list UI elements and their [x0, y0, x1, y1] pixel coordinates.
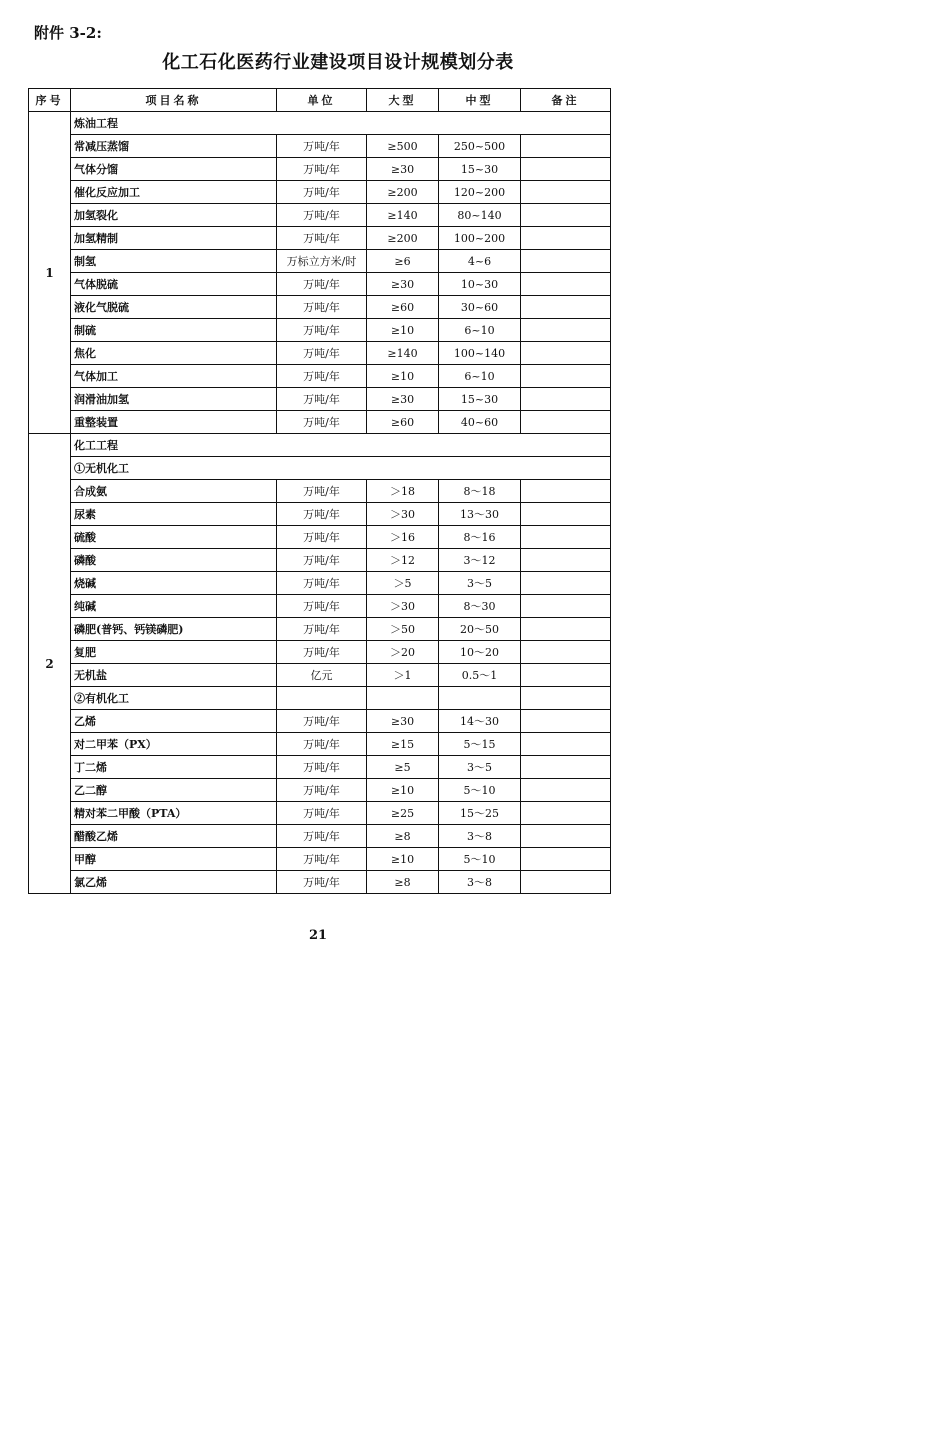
item-unit: 万吨/年	[277, 181, 367, 204]
item-medium-scale: 8～30	[439, 595, 521, 618]
item-medium-scale: 40~60	[439, 411, 521, 434]
table-row	[29, 756, 611, 779]
item-medium-scale: 5～10	[439, 848, 521, 871]
table-row	[29, 641, 611, 664]
item-medium-scale: 6~10	[439, 319, 521, 342]
section-row	[29, 687, 611, 710]
header-seq: 序号	[29, 89, 71, 112]
item-large-scale: ≥8	[367, 825, 439, 848]
item-note	[521, 756, 611, 779]
item-large-scale: ＞30	[367, 503, 439, 526]
item-unit: 万吨/年	[277, 825, 367, 848]
item-unit: 万吨/年	[277, 319, 367, 342]
header-unit: 单位	[277, 89, 367, 112]
item-name: 液化气脱硫	[71, 296, 277, 319]
item-unit: 万吨/年	[277, 526, 367, 549]
item-note	[521, 618, 611, 641]
item-name: 乙二醇	[71, 779, 277, 802]
item-note	[521, 848, 611, 871]
item-medium-scale: 10~30	[439, 273, 521, 296]
item-unit: 万吨/年	[277, 503, 367, 526]
item-name: 合成氨	[71, 480, 277, 503]
item-large-scale: ≥10	[367, 365, 439, 388]
table-row	[29, 871, 611, 894]
item-note	[521, 733, 611, 756]
empty-cell	[367, 687, 439, 710]
sequence-cell: 2	[29, 434, 71, 894]
item-large-scale: ≥30	[367, 158, 439, 181]
item-note	[521, 273, 611, 296]
item-unit: 亿元	[277, 664, 367, 687]
item-medium-scale: 8～16	[439, 526, 521, 549]
item-large-scale: ≥8	[367, 871, 439, 894]
item-large-scale: ≥140	[367, 342, 439, 365]
item-note	[521, 710, 611, 733]
item-name: 重整装置	[71, 411, 277, 434]
item-note	[521, 319, 611, 342]
empty-cell	[277, 687, 367, 710]
item-unit: 万吨/年	[277, 733, 367, 756]
table-row	[29, 595, 611, 618]
item-note	[521, 779, 611, 802]
item-unit: 万标立方米/时	[277, 250, 367, 273]
item-large-scale: ＞12	[367, 549, 439, 572]
table-row	[29, 503, 611, 526]
item-large-scale: ≥5	[367, 756, 439, 779]
section-row	[29, 434, 611, 457]
item-name: 尿素	[71, 503, 277, 526]
item-unit: 万吨/年	[277, 618, 367, 641]
table-row	[29, 273, 611, 296]
item-medium-scale: 20～50	[439, 618, 521, 641]
item-medium-scale: 13～30	[439, 503, 521, 526]
item-note	[521, 871, 611, 894]
header-note: 备注	[521, 89, 611, 112]
item-unit: 万吨/年	[277, 595, 367, 618]
item-medium-scale: 3～8	[439, 825, 521, 848]
item-name: 醋酸乙烯	[71, 825, 277, 848]
item-medium-scale: 14～30	[439, 710, 521, 733]
table-row	[29, 664, 611, 687]
table-row	[29, 572, 611, 595]
table-row	[29, 204, 611, 227]
item-note	[521, 825, 611, 848]
item-large-scale: ≥10	[367, 319, 439, 342]
item-name: 对二甲苯（PX）	[71, 733, 277, 756]
item-note	[521, 503, 611, 526]
item-unit: 万吨/年	[277, 756, 367, 779]
empty-cell	[521, 687, 611, 710]
item-large-scale: ＞30	[367, 595, 439, 618]
item-name: 焦化	[71, 342, 277, 365]
section-title: ②有机化工	[71, 687, 277, 710]
item-note	[521, 641, 611, 664]
table-row	[29, 526, 611, 549]
header-name: 项目名称	[71, 89, 277, 112]
table-row	[29, 549, 611, 572]
table-row	[29, 779, 611, 802]
item-medium-scale: 5～15	[439, 733, 521, 756]
table-row	[29, 135, 611, 158]
table-row	[29, 181, 611, 204]
header-medium: 中型	[439, 89, 521, 112]
table-row	[29, 480, 611, 503]
item-large-scale: ≥10	[367, 779, 439, 802]
item-name: 硫酸	[71, 526, 277, 549]
item-unit: 万吨/年	[277, 342, 367, 365]
item-medium-scale: 3～5	[439, 756, 521, 779]
item-large-scale: ＞50	[367, 618, 439, 641]
item-note	[521, 411, 611, 434]
item-name: 复肥	[71, 641, 277, 664]
table-row	[29, 319, 611, 342]
item-note	[521, 158, 611, 181]
item-unit: 万吨/年	[277, 135, 367, 158]
sequence-cell: 1	[29, 112, 71, 434]
table-row	[29, 710, 611, 733]
item-note	[521, 181, 611, 204]
item-name: 烧碱	[71, 572, 277, 595]
item-name: 常减压蒸馏	[71, 135, 277, 158]
item-unit: 万吨/年	[277, 158, 367, 181]
item-large-scale: ≥10	[367, 848, 439, 871]
item-note	[521, 296, 611, 319]
item-medium-scale: 15~30	[439, 388, 521, 411]
item-medium-scale: 3～12	[439, 549, 521, 572]
item-unit: 万吨/年	[277, 710, 367, 733]
item-large-scale: ＞20	[367, 641, 439, 664]
item-medium-scale: 120~200	[439, 181, 521, 204]
empty-cell	[439, 687, 521, 710]
table-row	[29, 802, 611, 825]
item-unit: 万吨/年	[277, 480, 367, 503]
item-unit: 万吨/年	[277, 296, 367, 319]
item-medium-scale: 100~140	[439, 342, 521, 365]
item-unit: 万吨/年	[277, 572, 367, 595]
item-large-scale: ≥25	[367, 802, 439, 825]
item-medium-scale: 30~60	[439, 296, 521, 319]
table-row	[29, 158, 611, 181]
item-large-scale: ≥140	[367, 204, 439, 227]
item-name: 催化反应加工	[71, 181, 277, 204]
item-name: 制硫	[71, 319, 277, 342]
item-note	[521, 572, 611, 595]
item-note	[521, 365, 611, 388]
item-medium-scale: 8～18	[439, 480, 521, 503]
item-medium-scale: 3～5	[439, 572, 521, 595]
table-row	[29, 733, 611, 756]
item-name: 磷酸	[71, 549, 277, 572]
item-medium-scale: 10～20	[439, 641, 521, 664]
section-title: ①无机化工	[71, 457, 611, 480]
item-medium-scale: 5～10	[439, 779, 521, 802]
table-row	[29, 365, 611, 388]
table-row	[29, 250, 611, 273]
item-name: 润滑油加氢	[71, 388, 277, 411]
item-name: 加氢精制	[71, 227, 277, 250]
table-row	[29, 388, 611, 411]
item-name: 纯碱	[71, 595, 277, 618]
item-large-scale: ≥30	[367, 710, 439, 733]
item-note	[521, 549, 611, 572]
item-medium-scale: 250~500	[439, 135, 521, 158]
item-large-scale: ≥30	[367, 273, 439, 296]
attachment-label: 附件 3-2:	[34, 24, 102, 42]
item-large-scale: ≥200	[367, 227, 439, 250]
table-header-row	[29, 89, 611, 112]
item-name: 精对苯二甲酸（PTA）	[71, 802, 277, 825]
item-medium-scale: 15~30	[439, 158, 521, 181]
item-unit: 万吨/年	[277, 641, 367, 664]
item-note	[521, 388, 611, 411]
section-row	[29, 457, 611, 480]
item-medium-scale: 6~10	[439, 365, 521, 388]
table-row	[29, 296, 611, 319]
item-note	[521, 595, 611, 618]
item-name: 氯乙烯	[71, 871, 277, 894]
document-title: 化工石化医药行业建设项目设计规模划分表	[162, 52, 514, 73]
item-name: 气体分馏	[71, 158, 277, 181]
item-large-scale: ≥60	[367, 411, 439, 434]
item-note	[521, 664, 611, 687]
item-name: 加氢裂化	[71, 204, 277, 227]
item-large-scale: ≥30	[367, 388, 439, 411]
table-row	[29, 342, 611, 365]
table-row	[29, 411, 611, 434]
item-unit: 万吨/年	[277, 365, 367, 388]
table-row	[29, 848, 611, 871]
item-name: 甲醇	[71, 848, 277, 871]
item-medium-scale: 15～25	[439, 802, 521, 825]
item-unit: 万吨/年	[277, 871, 367, 894]
section-title: 化工工程	[71, 434, 611, 457]
item-unit: 万吨/年	[277, 204, 367, 227]
page-number: 21	[308, 928, 328, 943]
item-unit: 万吨/年	[277, 779, 367, 802]
table-row	[29, 618, 611, 641]
item-large-scale: ≥200	[367, 181, 439, 204]
item-note	[521, 135, 611, 158]
item-name: 磷肥(普钙、钙镁磷肥)	[71, 618, 277, 641]
item-note	[521, 250, 611, 273]
item-large-scale: ≥60	[367, 296, 439, 319]
item-large-scale: ＞5	[367, 572, 439, 595]
item-large-scale: ≥15	[367, 733, 439, 756]
section-title: 炼油工程	[71, 112, 611, 135]
item-name: 乙烯	[71, 710, 277, 733]
item-large-scale: ＞1	[367, 664, 439, 687]
item-unit: 万吨/年	[277, 388, 367, 411]
item-medium-scale: 4~6	[439, 250, 521, 273]
item-note	[521, 802, 611, 825]
item-note	[521, 342, 611, 365]
item-large-scale: ＞18	[367, 480, 439, 503]
item-name: 气体脱硫	[71, 273, 277, 296]
item-unit: 万吨/年	[277, 802, 367, 825]
item-unit: 万吨/年	[277, 549, 367, 572]
item-name: 制氢	[71, 250, 277, 273]
item-note	[521, 526, 611, 549]
item-name: 无机盐	[71, 664, 277, 687]
header-large: 大型	[367, 89, 439, 112]
item-unit: 万吨/年	[277, 273, 367, 296]
item-note	[521, 204, 611, 227]
item-unit: 万吨/年	[277, 227, 367, 250]
item-unit: 万吨/年	[277, 848, 367, 871]
item-medium-scale: 3～8	[439, 871, 521, 894]
item-note	[521, 227, 611, 250]
item-name: 丁二烯	[71, 756, 277, 779]
item-unit: 万吨/年	[277, 411, 367, 434]
item-name: 气体加工	[71, 365, 277, 388]
item-medium-scale: 0.5～1	[439, 664, 521, 687]
item-large-scale: ≥500	[367, 135, 439, 158]
item-large-scale: ≥6	[367, 250, 439, 273]
item-large-scale: ＞16	[367, 526, 439, 549]
table-row	[29, 825, 611, 848]
item-medium-scale: 100~200	[439, 227, 521, 250]
item-note	[521, 480, 611, 503]
section-row	[29, 112, 611, 135]
scale-table	[28, 88, 611, 894]
table-row	[29, 227, 611, 250]
item-medium-scale: 80~140	[439, 204, 521, 227]
